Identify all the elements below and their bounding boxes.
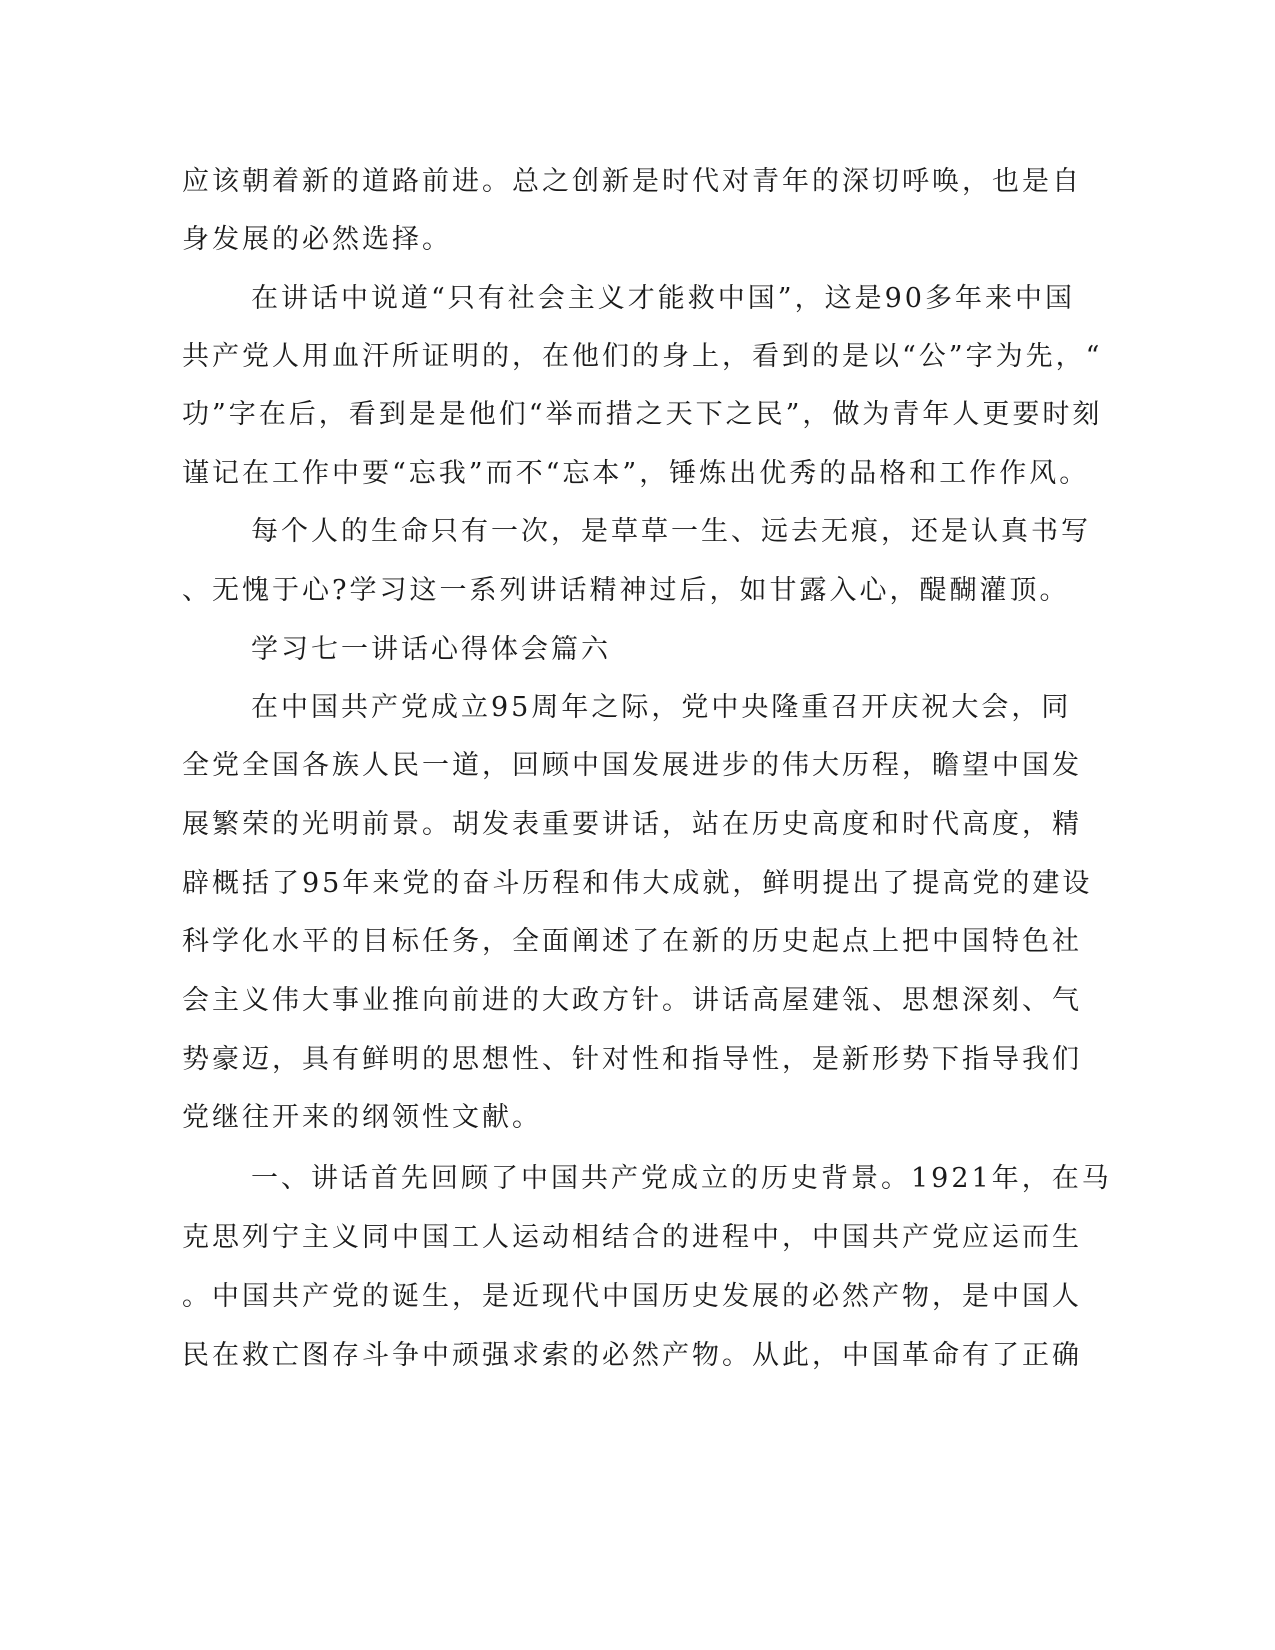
text-line: 展繁荣的光明前景。胡发表重要讲话，站在历史高度和时代高度，精 — [182, 809, 1082, 840]
paragraph-start-line: 在中国共产党成立95周年之际，党中央隆重召开庆祝大会，同 — [251, 692, 1072, 723]
text-line: 、无愧于心?学习这一系列讲话精神过后，如甘露入心，醍醐灌顶。 — [182, 575, 1070, 606]
text-line: 会主义伟大事业推向前进的大政方针。讲话高屋建瓴、思想深刻、气 — [182, 985, 1082, 1016]
text-line: 应该朝着新的道路前进。总之创新是时代对青年的深切呼唤，也是自 — [182, 166, 1082, 197]
text-line: 谨记在工作中要“忘我”而不“忘本”，锤炼出优秀的品格和工作作风。 — [182, 458, 1090, 489]
section-heading: 学习七一讲话心得体会篇六 — [251, 634, 611, 665]
text-line: 共产党人用血汗所证明的，在他们的身上，看到的是以“公”字为先，“ — [182, 341, 1103, 372]
paragraph-start-line: 在讲话中说道“只有社会主义才能救中国”，这是90多年来中国 — [251, 283, 1075, 314]
text-line: 身发展的必然选择。 — [182, 224, 452, 255]
text-line: 党继往开来的纲领性文献。 — [182, 1102, 542, 1133]
paragraph-start-line: 一、讲话首先回顾了中国共产党成立的历史背景。1921年，在马 — [251, 1163, 1112, 1194]
text-line: 功”字在后，看到是是他们“举而措之天下之民”，做为青年人更要时刻 — [182, 399, 1103, 430]
text-line: 民在救亡图存斗争中顽强求索的必然产物。从此，中国革命有了正确 — [182, 1340, 1082, 1371]
text-line: 。中国共产党的诞生，是近现代中国历史发展的必然产物，是中国人 — [182, 1281, 1082, 1312]
text-line: 势豪迈，具有鲜明的思想性、针对性和指导性，是新形势下指导我们 — [182, 1044, 1082, 1075]
paragraph-start-line: 每个人的生命只有一次，是草草一生、远去无痕，还是认真书写 — [251, 516, 1091, 547]
text-line: 全党全国各族人民一道，回顾中国发展进步的伟大历程，瞻望中国发 — [182, 750, 1082, 781]
text-line: 克思列宁主义同中国工人运动相结合的进程中，中国共产党应运而生 — [182, 1222, 1082, 1253]
text-line: 科学化水平的目标任务，全面阐述了在新的历史起点上把中国特色社 — [182, 926, 1082, 957]
text-line: 辟概括了95年来党的奋斗历程和伟大成就，鲜明提出了提高党的建设 — [182, 868, 1093, 899]
